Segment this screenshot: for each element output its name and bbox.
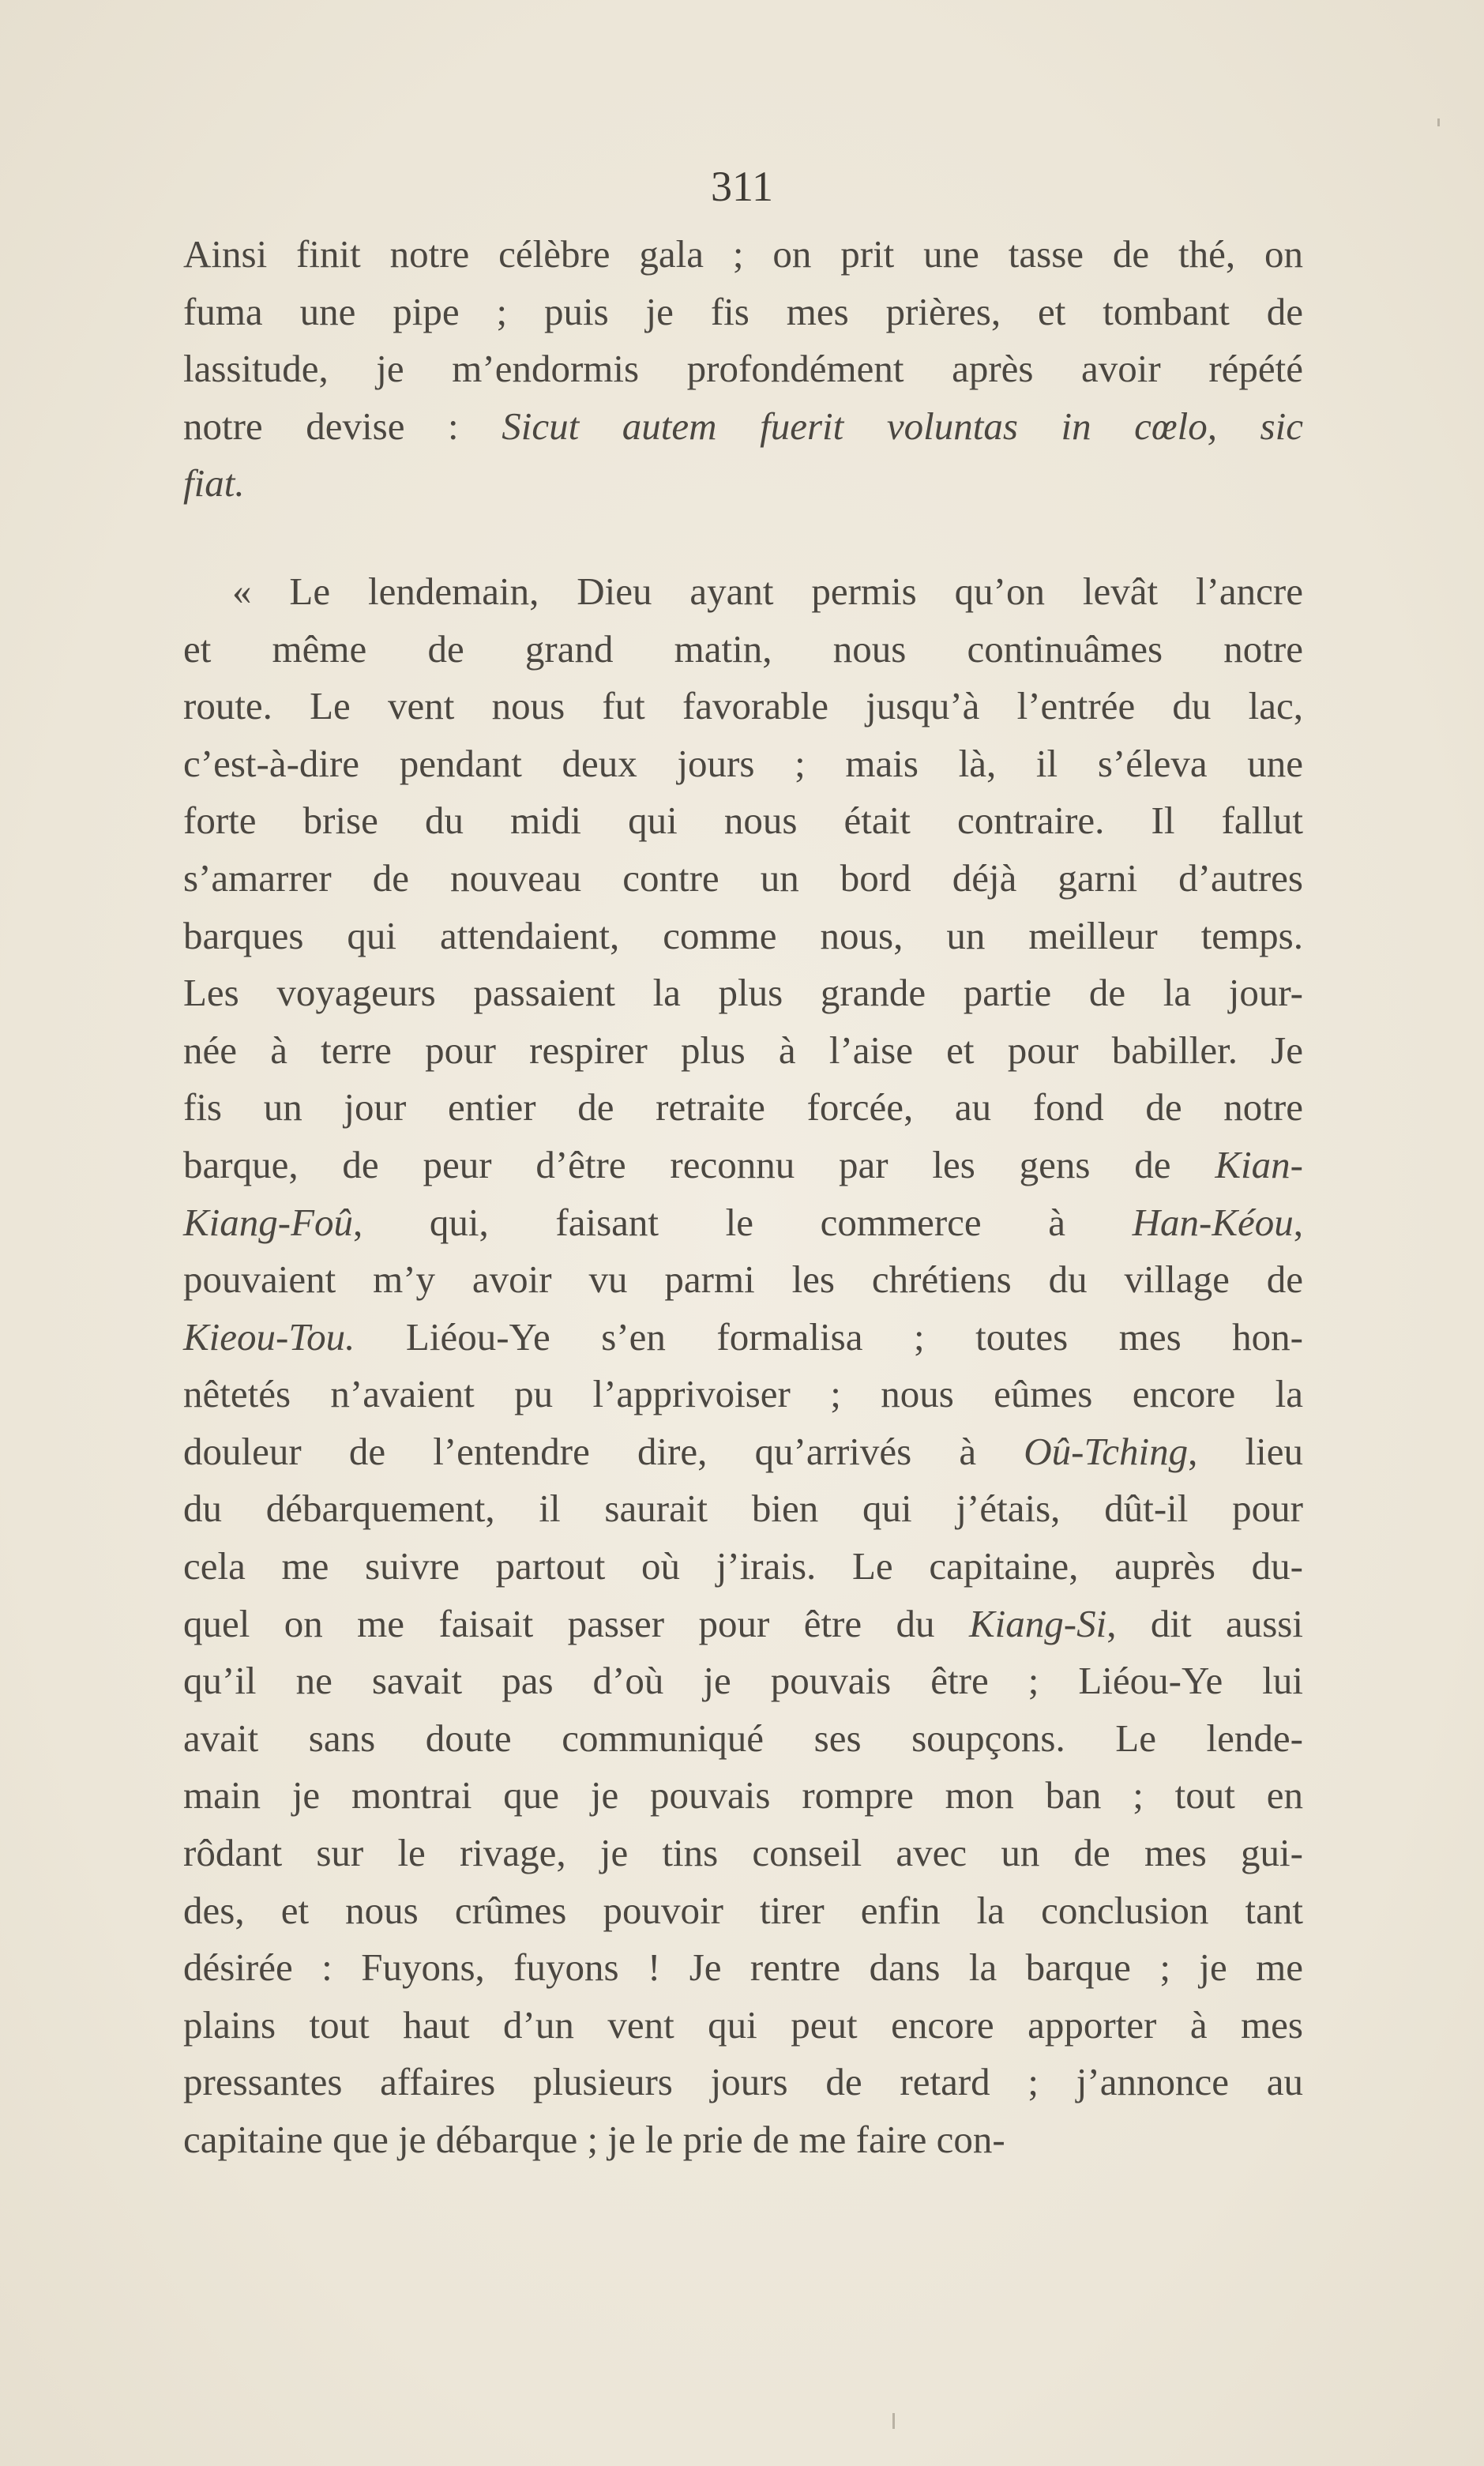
italic-text: Kieou-Tou. <box>183 1314 355 1359</box>
text-line <box>183 1882 1303 1940</box>
text-fragment: s’amarrer de nouveau contre un bord déjà garni d’autres <box>183 855 1303 900</box>
text-line <box>183 1767 1303 1825</box>
text-line <box>183 398 1303 456</box>
text-fragment: et même de grand matin, nous continuâmes notre <box>183 626 1303 671</box>
italic-text: Kiang-Si <box>968 1601 1107 1645</box>
text-line <box>183 621 1303 679</box>
text-fragment: lassitude, je m’endormis profondément après avoir répété <box>183 347 1303 391</box>
text-line <box>183 1022 1303 1080</box>
text-fragment: forte brise du midi qui nous était contraire. Il fallut <box>183 799 1303 843</box>
text-line <box>183 2111 1303 2169</box>
text-line <box>183 2054 1303 2111</box>
text-line <box>183 850 1303 908</box>
paragraph <box>183 563 1303 2169</box>
italic-text: Kiang-Foû <box>183 1200 354 1244</box>
text-line <box>183 226 1303 284</box>
text-fragment: désirée : Fuyons, fuyons ! Je rentre dans la barque ; je me <box>183 1945 1303 1990</box>
text-fragment: Liéou-Ye s’en formalisa ; toutes mes hon- <box>355 1314 1303 1359</box>
text-fragment: « Le lendemain, Dieu ayant permis qu’on levât l’ancre <box>232 569 1303 613</box>
text-line <box>183 1939 1303 1997</box>
paper-speck <box>892 2413 895 2429</box>
paragraph <box>183 226 1303 513</box>
text-line <box>183 735 1303 793</box>
paper-speck <box>1437 118 1440 126</box>
text-line <box>183 563 1303 621</box>
italic-text: Kian- <box>1215 1142 1303 1186</box>
paragraph-gap <box>183 513 1303 563</box>
text-fragment: capitaine que je débarque ; je le prie de me faire con- <box>183 2118 1005 2161</box>
text-fragment: barques qui attendaient, comme nous, un meilleur temps. <box>183 913 1303 957</box>
text-fragment: , dit aussi <box>1106 1601 1303 1645</box>
text-line <box>183 1825 1303 1882</box>
text-line <box>183 1309 1303 1366</box>
page-number: 311 <box>711 163 773 210</box>
text-fragment: barque, de peur d’être reconnu par les gens de <box>183 1142 1215 1186</box>
text-fragment: route. Le vent nous fut favorable jusqu’à l’entrée du lac, <box>183 684 1303 728</box>
text-fragment: , lieu <box>1188 1429 1303 1473</box>
text-fragment: cela me suivre partout où j’irais. Le capitaine, auprès du- <box>183 1544 1303 1588</box>
text-fragment: fuma une pipe ; puis je fis mes prières, et tombant de <box>183 289 1303 333</box>
text-line <box>183 1997 1303 2054</box>
text-fragment: quel on me faisait passer pour être du <box>183 1601 969 1645</box>
text-fragment: nêtetés n’avaient pu l’apprivoiser ; nous eûmes encore la <box>183 1372 1303 1416</box>
body-text <box>183 226 1303 2169</box>
text-line <box>183 1423 1303 1481</box>
text-fragment: c’est-à-dire pendant deux jours ; mais là, il s’éleva une <box>183 741 1303 785</box>
text-line <box>183 1538 1303 1596</box>
text-fragment: pouvaient m’y avoir vu parmi les chrétiens du village de <box>183 1257 1303 1302</box>
text-line <box>183 1137 1303 1194</box>
text-fragment: notre devise : <box>183 404 502 448</box>
text-line <box>183 792 1303 850</box>
text-line <box>183 340 1303 398</box>
text-line <box>183 1194 1303 1252</box>
italic-text: Sicut autem fuerit voluntas in cœlo, sic <box>502 404 1303 448</box>
text-line <box>183 1251 1303 1309</box>
text-line <box>183 1652 1303 1710</box>
text-fragment: des, et nous crûmes pouvoir tirer enfin la conclusion tant <box>183 1888 1303 1932</box>
text-line <box>183 1710 1303 1768</box>
text-line <box>183 1480 1303 1538</box>
text-fragment: main je montrai que je pouvais rompre mon ban ; tout en <box>183 1773 1303 1818</box>
text-fragment: fis un jour entier de retraite forcée, au fond de notre <box>183 1085 1303 1130</box>
italic-text: Han-Kéou <box>1132 1200 1294 1244</box>
text-line <box>183 908 1303 965</box>
text-fragment: pressantes affaires plusieurs jours de retard ; j’annonce au <box>183 2060 1303 2104</box>
text-line <box>183 964 1303 1022</box>
text-fragment: rôdant sur le rivage, je tins conseil avec un de mes gui- <box>183 1831 1303 1875</box>
text-fragment: née à terre pour respirer plus à l’aise et pour babiller. Je <box>183 1028 1303 1072</box>
text-fragment: qu’il ne savait pas d’où je pouvais être ; Liéou-Ye lui <box>183 1659 1303 1703</box>
text-line <box>183 1366 1303 1423</box>
text-fragment: avait sans doute communiqué ses soupçons. Le lende- <box>183 1716 1303 1760</box>
text-fragment: douleur de l’entendre dire, qu’arrivés à <box>183 1429 1024 1473</box>
text-fragment: , <box>1293 1200 1303 1244</box>
text-fragment: Ainsi finit notre célèbre gala ; on prit une tasse de thé, on <box>183 232 1303 276</box>
italic-text: Oû-Tching <box>1024 1429 1189 1473</box>
italic-text: fiat. <box>183 461 245 506</box>
text-fragment: du débarquement, il saurait bien qui j’étais, dût-il pour <box>183 1487 1303 1531</box>
text-fragment: Les voyageurs passaient la plus grande partie de la jour- <box>183 971 1303 1015</box>
text-line <box>183 678 1303 735</box>
text-fragment: plains tout haut d’un vent qui peut encore apporter à mes <box>183 2002 1303 2047</box>
text-line <box>183 1079 1303 1137</box>
text-fragment: , qui, faisant le commerce à <box>353 1200 1133 1244</box>
text-line <box>183 284 1303 341</box>
text-line <box>183 455 1303 513</box>
text-line <box>183 1596 1303 1653</box>
